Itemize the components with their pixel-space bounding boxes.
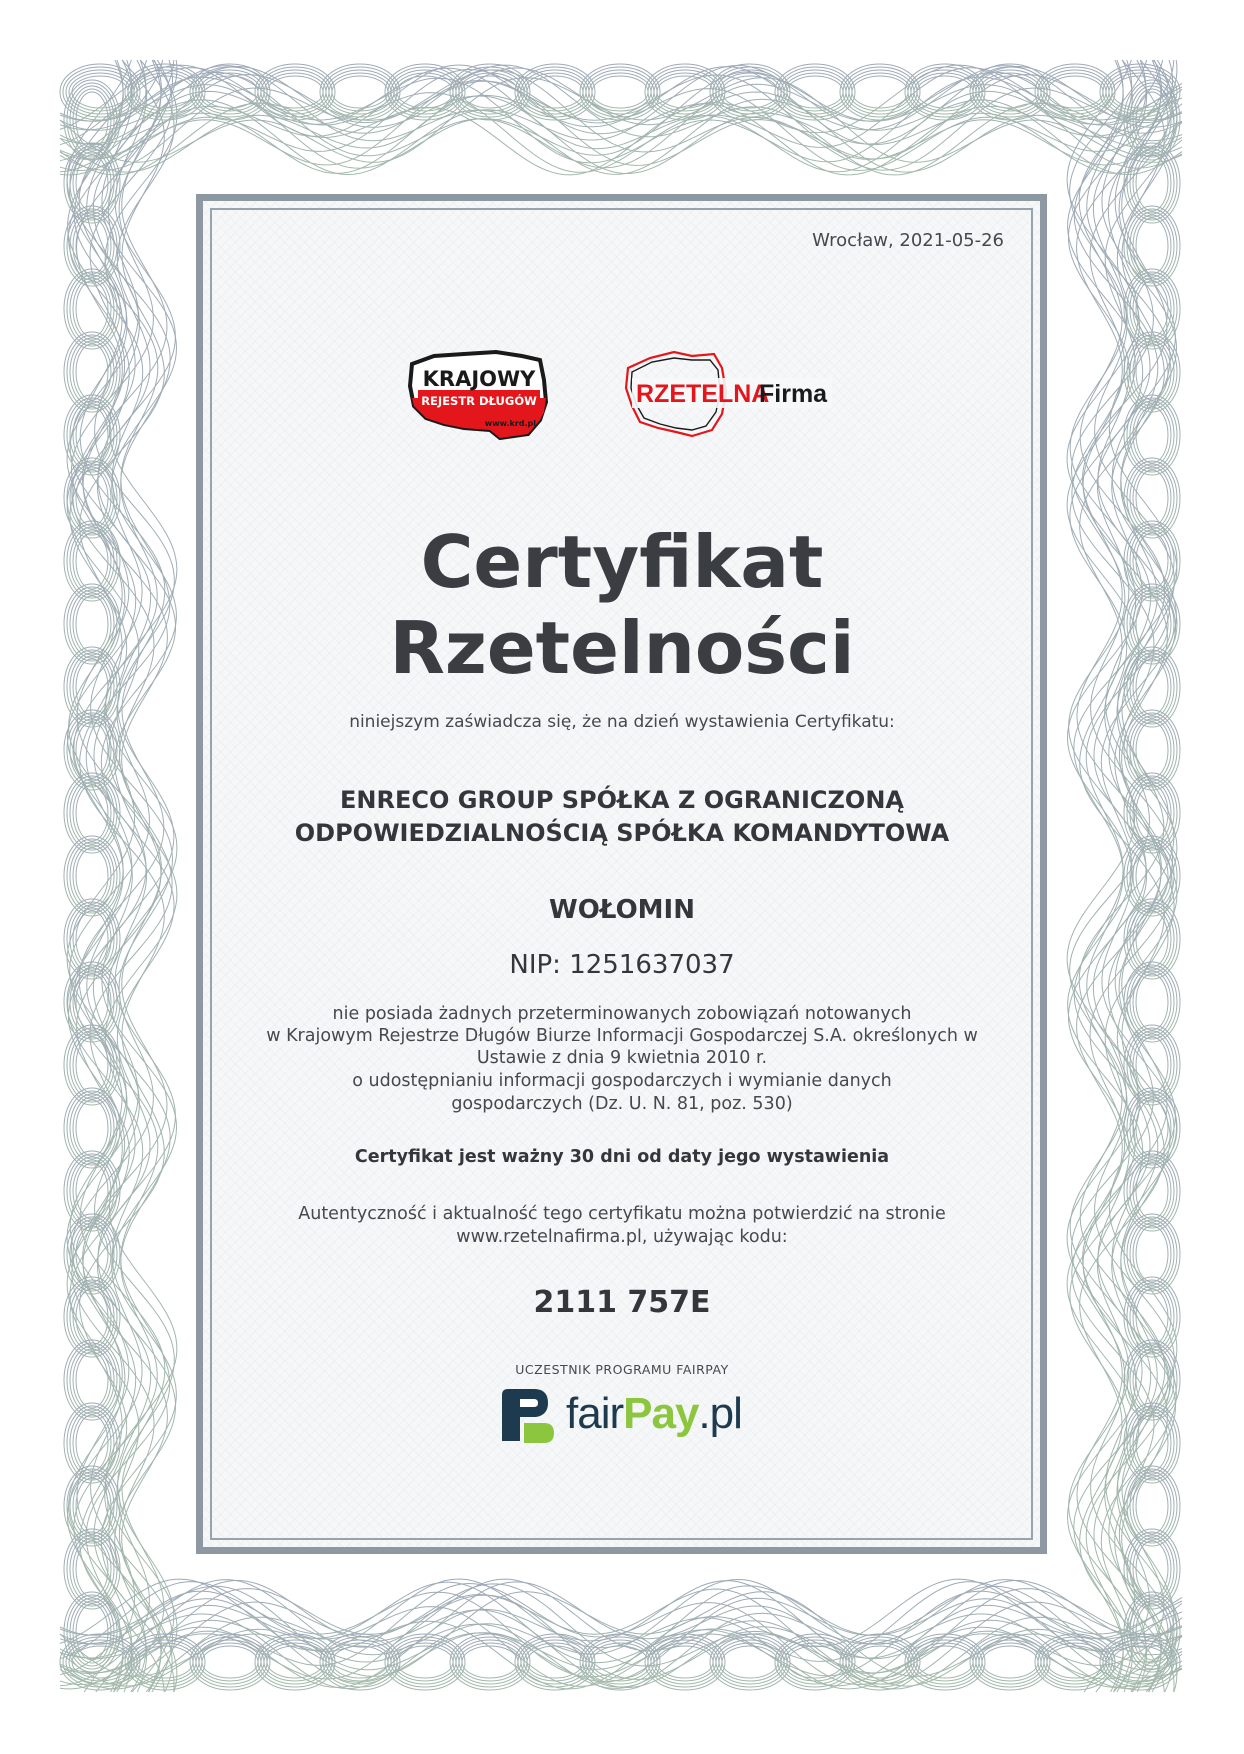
company-name-line2: ODPOWIEDZIALNOŚCIĄ SPÓŁKA KOMANDYTOWA [294,819,950,847]
company-nip: NIP: 1251637037 [509,950,735,980]
statement-line: nie posiada żadnych przeterminowanych zobowiązań notowanych [332,1004,912,1024]
authenticity-line: www.rzetelnafirma.pl, używając kodu: [456,1227,788,1247]
statement-line: w Krajowym Rejestrze Długów Biurze Informacji Gospodarczej S.A. określonych w [266,1026,978,1046]
verification-code: 2111 757E [533,1285,711,1320]
rf-word-firma: Firma [759,380,828,408]
company-city: WOŁOMIN [549,895,695,925]
authenticity-line: Autentyczność i aktualność tego certyfikatu można potwierdzić na stronie [298,1204,946,1224]
statement-line: o udostępnianiu informacji gospodarczych i wymianie danych [352,1071,892,1091]
certificate-title-line1: Certyfikat [420,520,824,604]
issue-date: Wrocław, 2021-05-26 [812,230,1004,251]
krd-url: www.krd.pl [484,419,536,428]
fairpay-wordmark [566,1389,742,1439]
statement-line: Ustawie z dnia 9 kwietnia 2010 r. [476,1048,768,1068]
fairpay-word-pay: Pay [623,1389,699,1438]
krd-title: KRAJOWY [422,367,536,391]
krd-logo [404,350,552,442]
krd-subtitle: REJESTR DŁUGÓW [421,394,537,408]
statement-line: gospodarczych (Dz. U. N. 81, poz. 530) [451,1094,793,1114]
intro-text: niniejszym zaświadcza się, że na dzień wystawienia Certyfikatu: [349,712,895,732]
fairpay-caption: UCZESTNIK PROGRAMU FAIRPAY [515,1362,729,1377]
certificate-title-line2: Rzetelności [389,606,855,690]
logos-row [0,350,1244,445]
company-name-line1: ENRECO GROUP SPÓŁKA Z OGRANICZONĄ [340,786,904,814]
validity-note: Certyfikat jest ważny 30 dni od daty jego wystawienia [354,1147,890,1167]
rzetelna-firma-logo [622,350,837,442]
fairpay-word-fair: fair [566,1389,624,1438]
fairpay-word-pl: .pl [698,1389,742,1438]
rf-word-rzetelna: RZETELNA [636,380,770,408]
